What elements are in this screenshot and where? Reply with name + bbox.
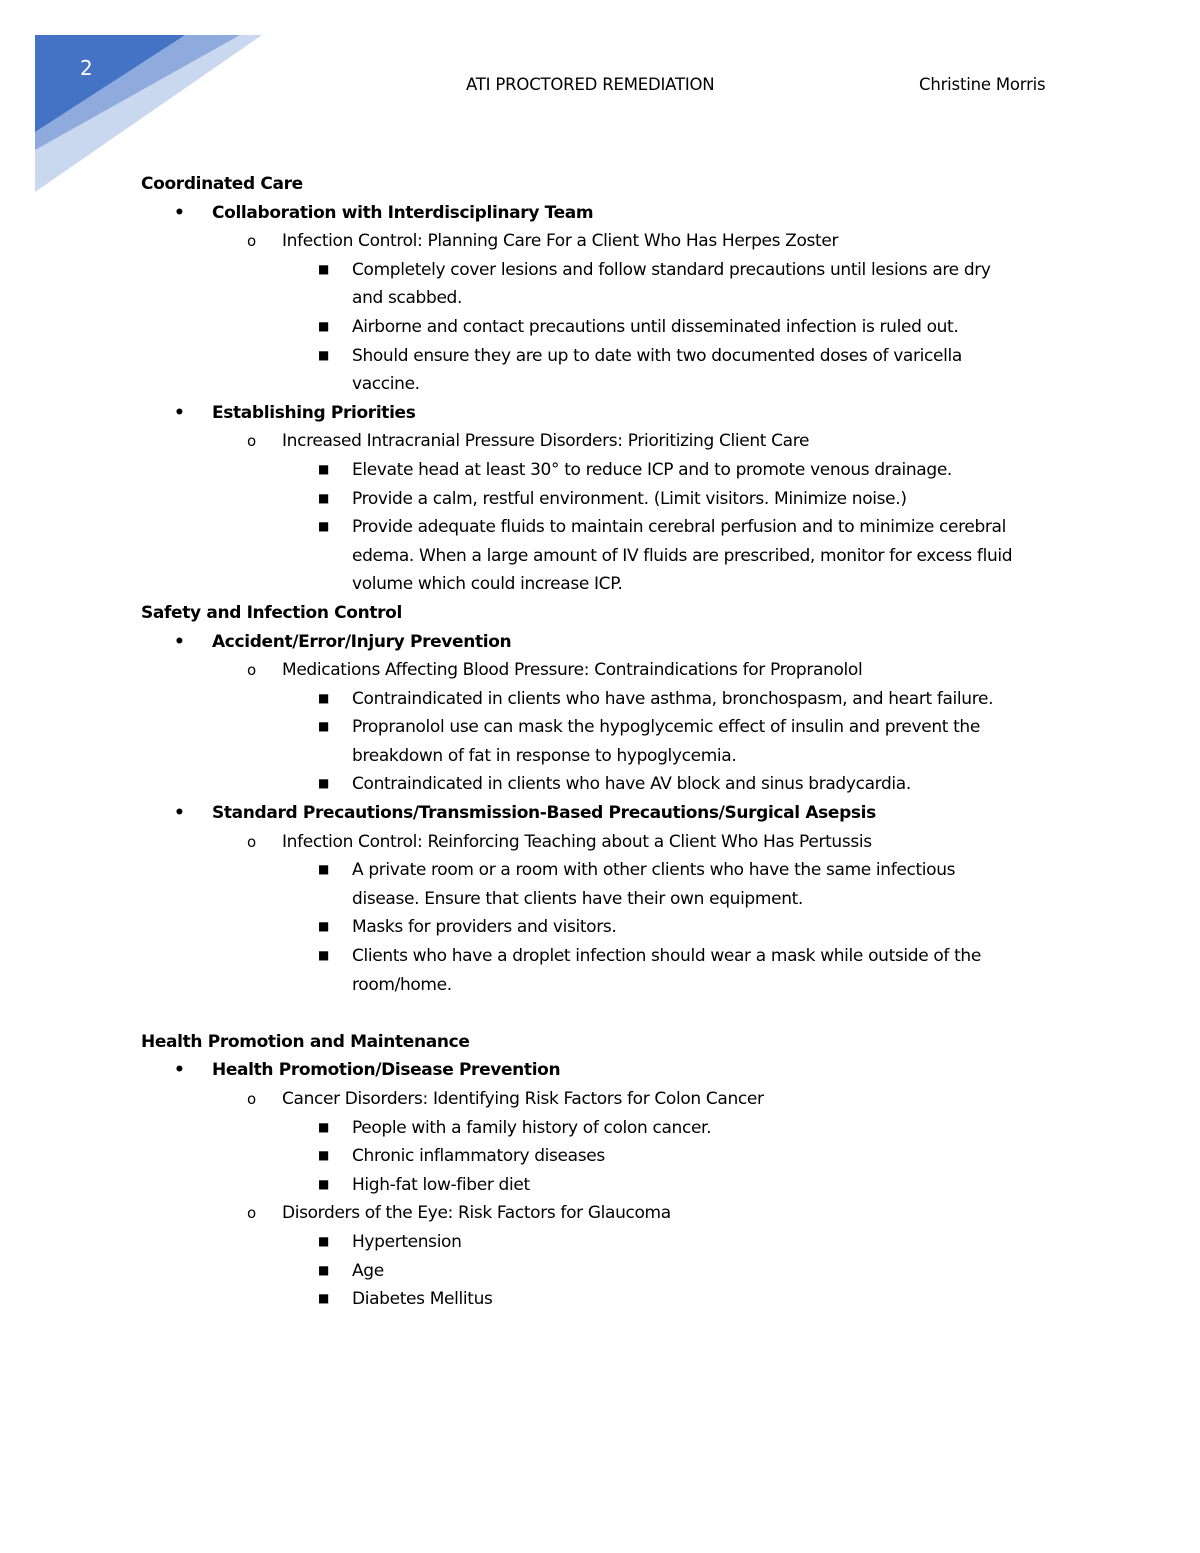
subtopic-label: Medications Affecting Blood Pressure: Contraindications for Propranolol (282, 660, 863, 681)
square-marker: ■ (318, 948, 329, 963)
document-body (141, 170, 1071, 1314)
square-marker: ■ (318, 347, 329, 362)
square-marker: ■ (318, 776, 329, 791)
topic-item (141, 799, 1071, 828)
point-item (141, 256, 1071, 285)
point-continuation (141, 971, 1071, 1000)
square-marker: ■ (318, 318, 329, 333)
point-text: Provide adequate fluids to maintain cerebral perfusion and to minimize cerebral (352, 517, 1006, 538)
point-text: Contraindicated in clients who have asthma, bronchospasm, and heart failure. (352, 688, 994, 709)
page-number: 2 (80, 56, 93, 80)
circle-marker: o (247, 232, 256, 251)
subtopic-label: Infection Control: Planning Care For a Client Who Has Herpes Zoster (282, 231, 839, 252)
point-item (141, 1228, 1071, 1257)
circle-marker: o (247, 432, 256, 451)
bullet-marker: • (174, 402, 185, 423)
subtopic-label: Disorders of the Eye: Risk Factors for Glaucoma (282, 1203, 671, 1224)
point-text: volume which could increase ICP. (352, 574, 623, 595)
point-text: Masks for providers and visitors. (352, 917, 617, 938)
point-text: Chronic inflammatory diseases (352, 1146, 605, 1167)
point-text: vaccine. (352, 374, 420, 395)
square-marker: ■ (318, 1119, 329, 1134)
topic-item (141, 1056, 1071, 1085)
point-item (141, 1285, 1071, 1314)
point-item (141, 685, 1071, 714)
topic-item (141, 399, 1071, 428)
point-item (141, 770, 1071, 799)
square-marker: ■ (318, 919, 329, 934)
point-text: Airborne and contact precautions until disseminated infection is ruled out. (352, 316, 959, 337)
square-marker: ■ (318, 261, 329, 276)
point-item (141, 1114, 1071, 1143)
point-item (141, 513, 1071, 542)
bullet-marker: • (174, 202, 185, 223)
topic-label: Establishing Priorities (212, 402, 416, 423)
point-item (141, 342, 1071, 371)
square-marker: ■ (318, 1176, 329, 1191)
topic-label: Standard Precautions/Transmission-Based Precautions/Surgical Asepsis (212, 803, 876, 824)
topic-label: Health Promotion/Disease Prevention (212, 1060, 561, 1081)
point-text: Should ensure they are up to date with two documented doses of varicella (352, 345, 962, 366)
bullet-marker: • (174, 803, 185, 824)
bullet-marker: • (174, 631, 185, 652)
point-text: Hypertension (352, 1231, 462, 1252)
square-marker: ■ (318, 719, 329, 734)
point-text: Provide a calm, restful environment. (Limit visitors. Minimize noise.) (352, 488, 907, 509)
bullet-marker: • (174, 1060, 185, 1081)
section-heading: Health Promotion and Maintenance (141, 1031, 470, 1052)
subtopic-label: Increased Intracranial Pressure Disorders: Prioritizing Client Care (282, 431, 810, 452)
topic-label: Collaboration with Interdisciplinary Team (212, 202, 594, 223)
point-continuation (141, 885, 1071, 914)
point-text: Contraindicated in clients who have AV block and sinus bradycardia. (352, 774, 911, 795)
subtopic-item (141, 1085, 1071, 1114)
header-title: ATI PROCTORED REMEDIATION (466, 75, 715, 94)
topic-label: Accident/Error/Injury Prevention (212, 631, 512, 652)
point-text: People with a family history of colon cancer. (352, 1117, 712, 1138)
subtopic-item (141, 427, 1071, 456)
section-heading: Safety and Infection Control (141, 602, 402, 623)
subtopic-label: Cancer Disorders: Identifying Risk Factors for Colon Cancer (282, 1089, 764, 1109)
square-marker: ■ (318, 1148, 329, 1163)
subtopic-item (141, 828, 1071, 857)
point-item (141, 942, 1071, 971)
point-text: room/home. (352, 974, 452, 995)
square-marker: ■ (318, 461, 329, 476)
topic-item (141, 199, 1071, 228)
point-text: Diabetes Mellitus (352, 1289, 493, 1310)
point-text: disease. Ensure that clients have their own equipment. (352, 888, 803, 909)
point-text: Elevate head at least 30° to reduce ICP and to promote venous drainage. (352, 459, 952, 480)
point-item (141, 456, 1071, 485)
point-item (141, 313, 1071, 342)
circle-marker: o (247, 1090, 256, 1108)
point-item (141, 1142, 1071, 1171)
point-item (141, 1257, 1071, 1286)
point-text: A private room or a room with other clients who have the same infectious (352, 860, 956, 881)
point-text: Clients who have a droplet infection should wear a mask while outside of the (352, 946, 981, 967)
point-continuation (141, 570, 1071, 599)
subtopic-item (141, 656, 1071, 685)
point-continuation (141, 542, 1071, 571)
square-marker: ■ (318, 519, 329, 534)
point-item (141, 713, 1071, 742)
header-author: Christine Morris (919, 75, 1046, 94)
circle-marker: o (247, 1204, 256, 1223)
point-continuation (141, 284, 1071, 313)
square-marker: ■ (318, 490, 329, 505)
point-item (141, 1171, 1071, 1200)
point-item (141, 856, 1071, 885)
square-marker: ■ (318, 1291, 329, 1306)
point-item (141, 913, 1071, 942)
point-continuation (141, 370, 1071, 399)
square-marker: ■ (318, 690, 329, 705)
circle-marker: o (247, 832, 256, 851)
square-marker: ■ (318, 862, 329, 877)
topic-item (141, 628, 1071, 657)
subtopic-item (141, 227, 1071, 256)
point-text: breakdown of fat in response to hypoglycemia. (352, 745, 737, 766)
square-marker: ■ (318, 1233, 329, 1248)
point-text: Age (352, 1260, 384, 1281)
point-text: and scabbed. (352, 288, 463, 309)
subtopic-label: Infection Control: Reinforcing Teaching about a Client Who Has Pertussis (282, 831, 872, 852)
point-text: edema. When a large amount of IV fluids are prescribed, monitor for excess fluid (352, 545, 1013, 566)
point-text: Completely cover lesions and follow standard precautions until lesions are dry (352, 259, 991, 280)
section-heading: Coordinated Care (141, 174, 303, 194)
circle-marker: o (247, 661, 256, 680)
subtopic-item (141, 1199, 1071, 1228)
point-continuation (141, 742, 1071, 771)
point-text: High-fat low-fiber diet (352, 1174, 530, 1195)
point-item (141, 485, 1071, 514)
square-marker: ■ (318, 1262, 329, 1277)
point-text: Propranolol use can mask the hypoglycemic effect of insulin and prevent the (352, 717, 980, 738)
